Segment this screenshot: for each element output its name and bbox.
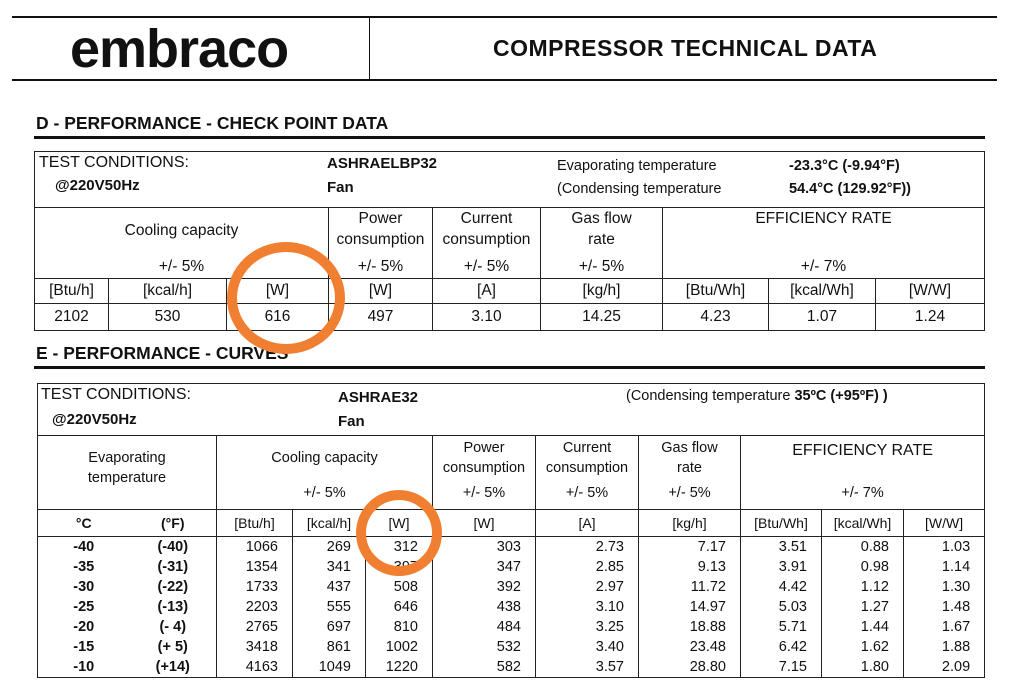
table-row xyxy=(38,557,985,577)
value-cell: 392 xyxy=(433,577,536,597)
value-cell: 1733 xyxy=(217,577,293,597)
cooling-tolerance: +/- 5% xyxy=(158,258,205,275)
value-cell: 2102 xyxy=(35,304,109,331)
test-conditions-row xyxy=(38,384,985,436)
value-cell: 1.30 xyxy=(904,577,985,597)
evap-temp-c: -40 xyxy=(38,537,130,558)
unit-cell: [kg/h] xyxy=(639,510,741,537)
evaporating-temp-header: Evaporating temperature xyxy=(38,436,217,510)
evap-temp-f: (-31) xyxy=(130,557,217,577)
value-cell: 1.14 xyxy=(904,557,985,577)
value-cell: 303 xyxy=(433,537,536,558)
value-cell: 1049 xyxy=(293,657,366,678)
value-cell: 1.88 xyxy=(904,637,985,657)
current-tolerance: +/- 5% xyxy=(565,485,609,501)
cooling-type: Fan xyxy=(327,179,354,196)
unit-cell: [kcal/Wh] xyxy=(822,510,904,537)
value-cell: 312 xyxy=(366,537,433,558)
test-conditions-row xyxy=(35,152,985,208)
evap-temp-c: -25 xyxy=(38,597,130,617)
value-cell: 1.27 xyxy=(822,597,904,617)
value-cell: 2.97 xyxy=(536,577,639,597)
value-cell: 530 xyxy=(109,304,227,331)
test-standard: ASHRAE32 xyxy=(338,389,419,406)
value-cell: 3.10 xyxy=(433,304,541,331)
unit-cell: [W/W] xyxy=(904,510,985,537)
condensing-temp-label: (Condensing temperature xyxy=(626,388,791,404)
table-row xyxy=(38,537,985,558)
unit-cell: [Btu/Wh] xyxy=(663,279,769,304)
value-cell: 2765 xyxy=(217,617,293,637)
value-cell: 3.25 xyxy=(536,617,639,637)
evap-temp-c: -10 xyxy=(38,657,130,678)
value-cell: 4163 xyxy=(217,657,293,678)
value-cell: 14.25 xyxy=(541,304,663,331)
evap-temp-c: -20 xyxy=(38,617,130,637)
current-header: Current consumption +/- 5% xyxy=(536,436,639,510)
table-row xyxy=(38,597,985,617)
value-cell: 437 xyxy=(293,577,366,597)
document-title: COMPRESSOR TECHNICAL DATA xyxy=(493,35,878,61)
highlight-circle-section-e xyxy=(356,490,442,576)
section-d-rule xyxy=(34,136,985,139)
units-row xyxy=(38,510,985,537)
value-cell: 555 xyxy=(293,597,366,617)
power-tolerance: +/- 5% xyxy=(462,485,506,501)
value-cell: 3.57 xyxy=(536,657,639,678)
test-conditions-label: TEST CONDITIONS: xyxy=(39,154,189,171)
evap-temp-c: -35 xyxy=(38,557,130,577)
value-cell: 697 xyxy=(293,617,366,637)
unit-cell: [kcal/h] xyxy=(293,510,366,537)
value-cell: 484 xyxy=(433,617,536,637)
value-cell: 269 xyxy=(293,537,366,558)
unit-cell: [kcal/h] xyxy=(109,279,227,304)
value-cell: 861 xyxy=(293,637,366,657)
value-cell: 5.71 xyxy=(741,617,822,637)
test-conditions-label: TEST CONDITIONS: xyxy=(41,386,191,403)
check-point-table xyxy=(34,151,985,331)
value-cell: 1.24 xyxy=(876,304,985,331)
value-cell: 9.13 xyxy=(639,557,741,577)
value-cell: 497 xyxy=(329,304,433,331)
gas-tolerance: +/- 5% xyxy=(578,258,625,275)
value-cell: 18.88 xyxy=(639,617,741,637)
table-row xyxy=(38,617,985,637)
header-row xyxy=(38,436,985,510)
value-cell: 4.42 xyxy=(741,577,822,597)
condensing-temp xyxy=(626,388,888,404)
evap-temp-c: -30 xyxy=(38,577,130,597)
evap-temp-f: (- 4) xyxy=(130,617,217,637)
efficiency-header: EFFICIENCY RATE +/- 7% xyxy=(663,208,985,279)
value-cell: 397 xyxy=(366,557,433,577)
value-cell: 3.10 xyxy=(536,597,639,617)
value-cell: 0.98 xyxy=(822,557,904,577)
value-cell: 5.03 xyxy=(741,597,822,617)
gas-flow-header: Gas flow rate +/- 5% xyxy=(541,208,663,279)
evap-temp-f: (-13) xyxy=(130,597,217,617)
value-cell: 2.85 xyxy=(536,557,639,577)
value-cell: 6.42 xyxy=(741,637,822,657)
voltage-label: @220V50Hz xyxy=(52,411,137,428)
cooling-tolerance: +/- 5% xyxy=(303,485,346,501)
value-cell: 1.80 xyxy=(822,657,904,678)
efficiency-tolerance: +/- 7% xyxy=(841,485,884,501)
current-header: Current consumption +/- 5% xyxy=(433,208,541,279)
table-row xyxy=(38,637,985,657)
value-cell: 3.51 xyxy=(741,537,822,558)
value-cell: 3.91 xyxy=(741,557,822,577)
value-cell: 2.73 xyxy=(536,537,639,558)
header-row xyxy=(35,208,985,279)
evaporating-temp-label: Evaporating temperature xyxy=(557,158,717,174)
value-cell: 0.88 xyxy=(822,537,904,558)
value-cell: 7.15 xyxy=(741,657,822,678)
gas-flow-header: Gas flow rate +/- 5% xyxy=(639,436,741,510)
condensing-temp-value: 54.4°C (129.92°F)) xyxy=(789,181,912,197)
curve-rows xyxy=(38,537,985,678)
value-cell: 810 xyxy=(366,617,433,637)
value-cell: 1.67 xyxy=(904,617,985,637)
evap-temp-f: (-40) xyxy=(130,537,217,558)
value-cell: 14.97 xyxy=(639,597,741,617)
cooling-type: Fan xyxy=(338,413,365,430)
unit-cell: [Btu/h] xyxy=(35,279,109,304)
unit-cell: [A] xyxy=(536,510,639,537)
unit-cell: [W/W] xyxy=(876,279,985,304)
cooling-capacity-header: Cooling capacity +/- 5% xyxy=(217,436,433,510)
value-cell: 3.40 xyxy=(536,637,639,657)
evap-temp-f: (+14) xyxy=(130,657,217,678)
unit-cell: [kg/h] xyxy=(541,279,663,304)
section-d-title: D - PERFORMANCE - CHECK POINT DATA xyxy=(36,113,389,133)
highlight-circle-section-d xyxy=(227,242,345,354)
value-cell: 1.03 xyxy=(904,537,985,558)
evap-temp-c: -15 xyxy=(38,637,130,657)
condensing-temp-value: 35ºC (+95ºF) ) xyxy=(794,388,888,404)
value-cell: 532 xyxy=(433,637,536,657)
table-row xyxy=(38,657,985,678)
section-e-rule xyxy=(34,366,985,369)
value-cell: 1066 xyxy=(217,537,293,558)
efficiency-header: EFFICIENCY RATE +/- 7% xyxy=(741,436,985,510)
cooling-capacity-header: Cooling capacity +/- 5% xyxy=(35,208,329,279)
header-divider xyxy=(369,16,370,80)
value-cell: 341 xyxy=(293,557,366,577)
unit-cell: [Btu/Wh] xyxy=(741,510,822,537)
gas-tolerance: +/- 5% xyxy=(668,485,711,501)
value-cell: 2203 xyxy=(217,597,293,617)
value-cell: 23.48 xyxy=(639,637,741,657)
value-cell: 438 xyxy=(433,597,536,617)
value-cell: 4.23 xyxy=(663,304,769,331)
value-cell: 11.72 xyxy=(639,577,741,597)
value-cell: 1354 xyxy=(217,557,293,577)
value-cell: 1.44 xyxy=(822,617,904,637)
test-standard: ASHRAELBP32 xyxy=(327,155,438,172)
current-tolerance: +/- 5% xyxy=(463,258,510,275)
values-row xyxy=(35,304,985,331)
performance-curves-table xyxy=(37,383,985,678)
value-cell: 582 xyxy=(433,657,536,678)
value-cell: 1.62 xyxy=(822,637,904,657)
condensing-temp-label: (Condensing temperature xyxy=(557,181,722,197)
unit-cell: [W] xyxy=(329,279,433,304)
unit-cell: [W] xyxy=(227,279,329,304)
section-e-title: E - PERFORMANCE - CURVES xyxy=(36,343,289,363)
value-cell: 1220 xyxy=(366,657,433,678)
value-cell: 646 xyxy=(366,597,433,617)
units-row xyxy=(35,279,985,304)
value-cell: 347 xyxy=(433,557,536,577)
value-cell: 616 xyxy=(227,304,329,331)
value-cell: 508 xyxy=(366,577,433,597)
power-tolerance: +/- 5% xyxy=(357,258,404,275)
unit-cell: (°F) xyxy=(130,510,217,537)
unit-cell: [A] xyxy=(433,279,541,304)
value-cell: 1002 xyxy=(366,637,433,657)
embraco-logo: embraco xyxy=(70,19,289,79)
evaporating-temp-value: -23.3°C (-9.94°F) xyxy=(789,158,900,174)
value-cell: 28.80 xyxy=(639,657,741,678)
unit-cell: [Btu/h] xyxy=(217,510,293,537)
evap-temp-f: (-22) xyxy=(130,577,217,597)
value-cell: 7.17 xyxy=(639,537,741,558)
value-cell: 1.12 xyxy=(822,577,904,597)
value-cell: 1.07 xyxy=(769,304,876,331)
power-header: Power consumption +/- 5% xyxy=(433,436,536,510)
value-cell: 3418 xyxy=(217,637,293,657)
unit-cell: [W] xyxy=(433,510,536,537)
unit-cell: [W] xyxy=(366,510,433,537)
voltage-label: @220V50Hz xyxy=(55,177,140,194)
value-cell: 2.09 xyxy=(904,657,985,678)
unit-cell: [kcal/Wh] xyxy=(769,279,876,304)
unit-cell: °C xyxy=(38,510,130,537)
efficiency-tolerance: +/- 7% xyxy=(800,258,847,275)
evap-temp-f: (+ 5) xyxy=(130,637,217,657)
table-row xyxy=(38,577,985,597)
value-cell: 1.48 xyxy=(904,597,985,617)
power-header: Power consumption +/- 5% xyxy=(329,208,433,279)
